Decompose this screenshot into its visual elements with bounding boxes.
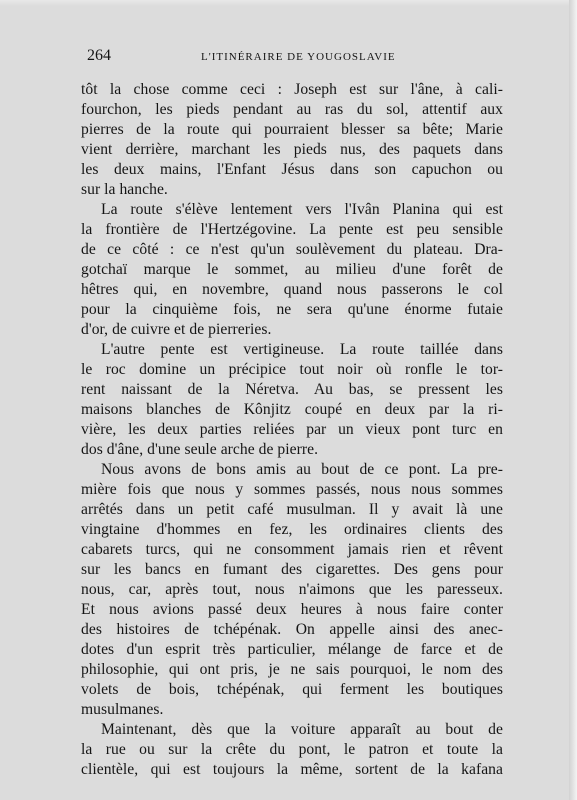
text-line: Maintenant, dès que la voiture apparaît au bout de [101, 721, 503, 738]
text-line: Nous avons de bons amis au bout de ce pont. La pre- [101, 461, 503, 478]
text-line: tôt la chose comme ceci : Joseph est sur l'âne, à cali- [81, 81, 503, 98]
text-line: de ce côté : ce n'est qu'un soulèvement du plateau. Dra- [81, 241, 503, 258]
text-line: d'or, de cuivre et de pierreries. [81, 321, 272, 338]
text-line: sur la hanche. [81, 181, 168, 198]
text-line: la frontière de l'Hertzégovine. La pente est peu sensible [81, 221, 503, 238]
text-line: rent naissant de la Néretva. Au bas, se pressent les [81, 381, 503, 398]
text-line: maisons blanches de Kônjitz coupé en deux par la ri- [81, 401, 503, 418]
text-line: volets de bois, tchépénak, qui ferment les boutiques [81, 681, 503, 698]
text-line: sur les bancs en fumant des cigarettes. Des gens pour [81, 561, 503, 578]
text-line: pierres de la route qui pourraient blesser sa bête; Marie [81, 121, 503, 138]
text-line: les deux mains, l'Enfant Jésus dans son capuchon ou [81, 161, 503, 178]
text-line: vient derrière, marchant les pieds nus, des paquets dans [81, 141, 503, 158]
text-line: nous, car, après tout, nous n'aimons que les paresseux. [81, 581, 503, 598]
text-line: la rue ou sur la crête du pont, le patron et toute la [81, 741, 503, 758]
text-line: fourchon, les pieds pendant au ras du sol, attentif aux [81, 101, 503, 118]
text-line: L'autre pente est vertigineuse. La route taillée dans [101, 341, 503, 358]
text-line: dotes d'un esprit très particulier, mélange de farce et de [81, 641, 503, 658]
text-line: arrêtés dans un petit café musulman. Il y avait là une [81, 501, 503, 518]
text-line: hêtres qui, en novembre, quand nous passerons le col [81, 281, 503, 298]
text-line: gotchaï marque le sommet, au milieu d'une forêt de [81, 261, 503, 278]
text-line: pour la cinquième fois, ne sera qu'une énorme futaie [81, 301, 503, 318]
text-line: vingtaine d'hommes en fez, les ordinaires clients des [81, 521, 503, 538]
text-line: clientèle, qui est toujours la même, sortent de la kafana [81, 761, 503, 778]
text-line: philosophie, qui ont pris, je ne sais pourquoi, le nom des [81, 661, 503, 678]
running-title: L'ITINÉRAIRE DE YOUGOSLAVIE [201, 51, 396, 63]
text-line: Et nous avions passé deux heures à nous faire conter [81, 601, 503, 618]
text-line: cabarets turcs, qui ne consomment jamais rien et rêvent [81, 541, 503, 558]
page-right-edge [569, 0, 577, 800]
text-line: dos d'âne, d'une seule arche de pierre. [81, 441, 319, 458]
text-line: des histoires de tchépénak. On appelle ainsi des anec- [81, 621, 503, 638]
page-number: 264 [87, 47, 111, 64]
text-line: le roc domine un précipice tout noir où ronfle le tor- [81, 361, 503, 378]
text-line: vière, les deux parties reliées par un vieux pont turc en [81, 421, 503, 438]
text-line: musulmanes. [81, 701, 164, 718]
text-line: mière fois que nous y sommes passés, nous nous sommes [81, 481, 503, 498]
text-line: La route s'élève lentement vers l'Ivân Planina qui est [101, 201, 503, 218]
page-header [87, 46, 507, 66]
page-top-edge [0, 0, 577, 6]
body-text [81, 80, 503, 780]
